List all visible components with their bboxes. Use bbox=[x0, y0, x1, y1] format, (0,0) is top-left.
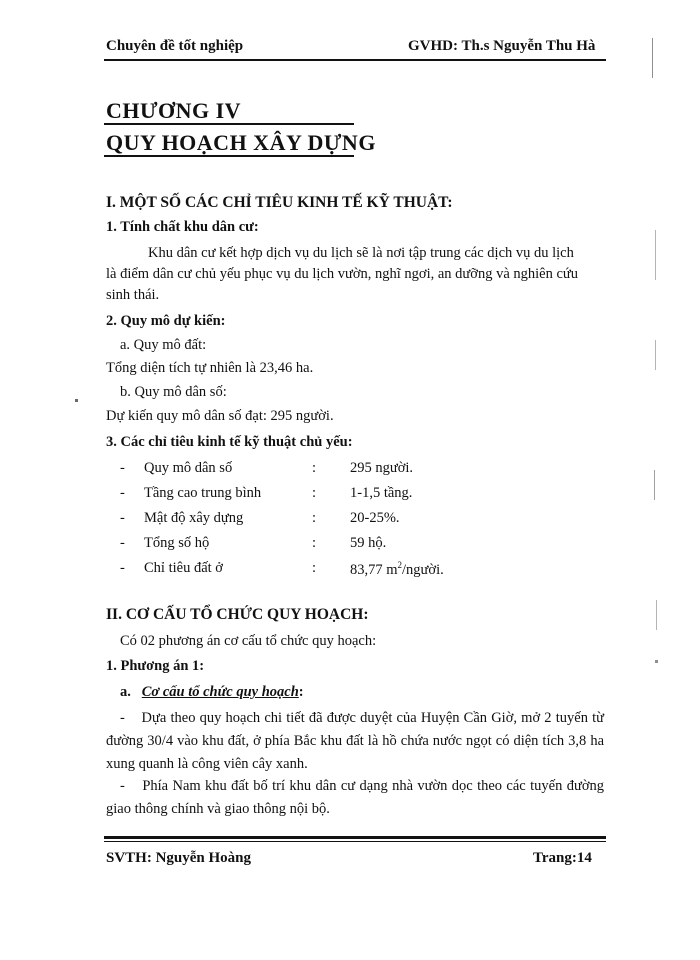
footer-rule-thick bbox=[104, 836, 606, 839]
quy-mo-dan-so-value: Dự kiến quy mô dân số đạt: 295 người. bbox=[106, 408, 334, 424]
scan-mark bbox=[656, 600, 657, 630]
paragraph-line: là điểm dân cư chủ yếu phục vụ du lịch vườn, nghĩ ngơi, an dưỡng và nghiên cứu bbox=[106, 266, 579, 282]
indicator-label: Tầng cao trung bình bbox=[144, 485, 262, 501]
list-item-dash: - bbox=[120, 535, 125, 551]
quy-mo-dan-so-label: b. Quy mô dân số: bbox=[120, 384, 227, 400]
subsection-1-2-heading: 2. Quy mô dự kiến: bbox=[106, 313, 226, 329]
list-item-dash: - bbox=[120, 460, 125, 476]
indicator-colon: : bbox=[312, 535, 317, 551]
scan-mark bbox=[75, 399, 78, 402]
indicator-colon: : bbox=[312, 560, 317, 576]
indicator-label: Quy mô dân số bbox=[144, 460, 233, 476]
section-2-heading: II. CƠ CẤU TỔ CHỨC QUY HOẠCH: bbox=[106, 606, 369, 623]
indicator-value: 83,77 $m^2$/người. bbox=[350, 560, 444, 578]
footer-rule-thin bbox=[104, 841, 606, 842]
scan-mark bbox=[654, 470, 655, 500]
bullet-paragraph: - Dựa theo quy hoạch chi tiết đã được duyệt của Huyện Cần Giờ, mở 2 tuyến từ đường 30/4 vào khu đất, ở phía Bắc khu đất là hồ chứa nước ngọt có diện tích 3,8 ha xung quanh là công viên cây xanh. bbox=[106, 710, 604, 772]
indicator-value: 1-1,5 tầng. bbox=[350, 485, 413, 501]
chapter-title-underline bbox=[104, 155, 354, 157]
indicator-value: 20-25%. bbox=[350, 510, 400, 526]
header-right: GVHD: Th.s Nguyễn Thu Hà bbox=[408, 38, 596, 54]
chapter-number: CHƯƠNG IV bbox=[106, 98, 242, 123]
list-item-dash: - bbox=[120, 560, 125, 576]
list-item-dash: - bbox=[120, 485, 125, 501]
quy-mo-dat-value: Tổng diện tích tự nhiên là 23,46 ha. bbox=[106, 360, 314, 376]
paragraph-line: sinh thái. bbox=[106, 287, 160, 303]
scan-mark bbox=[652, 38, 653, 78]
footer-left: SVTH: Nguyễn Hoàng bbox=[106, 850, 252, 866]
scan-mark bbox=[655, 230, 656, 280]
indicator-label: Chỉ tiêu đất ở bbox=[144, 560, 223, 576]
option-1-heading: 1. Phương án 1: bbox=[106, 658, 205, 674]
chapter-title: QUY HOẠCH XÂY DỰNG bbox=[106, 130, 376, 155]
header-rule bbox=[104, 59, 606, 61]
indicator-colon: : bbox=[312, 510, 317, 526]
scan-mark bbox=[655, 660, 658, 663]
scan-mark bbox=[655, 340, 656, 370]
indicator-label: Tổng số hộ bbox=[144, 535, 210, 551]
header-left: Chuyên đề tốt nghiệp bbox=[106, 38, 244, 54]
indicator-value: 295 người. bbox=[350, 460, 414, 476]
list-item-dash: - bbox=[120, 510, 125, 526]
section-1-heading: I. MỘT SỐ CÁC CHỈ TIÊU KINH TẾ KỸ THUẬT: bbox=[106, 194, 453, 211]
section-2-intro: Có 02 phương án cơ cấu tổ chức quy hoạch: bbox=[120, 633, 377, 649]
footer-right: Trang:14 bbox=[533, 850, 592, 866]
indicator-label: Mật độ xây dựng bbox=[144, 510, 244, 526]
indicator-value: 59 hộ. bbox=[350, 535, 387, 551]
chapter-number-underline bbox=[104, 123, 354, 125]
paragraph-line: Khu dân cư kết hợp dịch vụ du lịch sẽ là nơi tập trung các dịch vụ du lịch bbox=[148, 245, 574, 261]
quy-mo-dat-label: a. Quy mô đất: bbox=[120, 337, 207, 353]
subsection-1-1-heading: 1. Tính chất khu dân cư: bbox=[106, 219, 259, 235]
subsection-1-3-heading: 3. Các chỉ tiêu kinh tế kỹ thuật chủ yếu: bbox=[106, 434, 353, 450]
indicator-colon: : bbox=[312, 485, 317, 501]
bullet-paragraph: - Phía Nam khu đất bố trí khu dân cư dạng nhà vườn dọc theo các tuyến đường giao thông chính và giao thông nội bộ. bbox=[106, 778, 604, 817]
option-1-a-heading: a. Cơ cấu tổ chức quy hoạch: bbox=[120, 684, 304, 700]
indicator-colon: : bbox=[312, 460, 317, 476]
